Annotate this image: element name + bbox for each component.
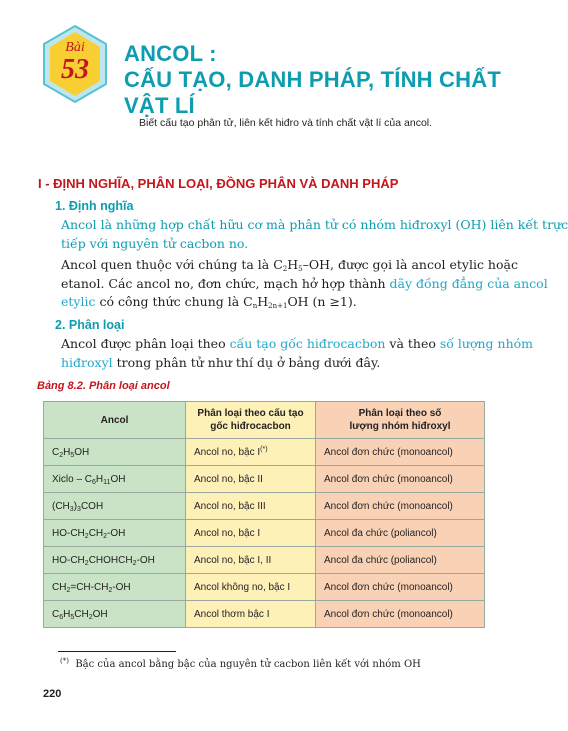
lesson-title-line1: ANCOL : — [124, 41, 217, 66]
page-number: 220 — [43, 688, 62, 700]
hydroxyl-count-term: số lượng nhóm — [439, 336, 534, 351]
hydroxyl-class: Ancol đơn chức (monoancol) — [316, 574, 485, 601]
header-structure: Phân loại theo cấu tạo gốc hiđrocacbon — [186, 402, 316, 439]
hydroxyl-class: Ancol đa chức (poliancol) — [316, 520, 485, 547]
hydroxyl-class: Ancol đơn chức (monoancol) — [316, 493, 485, 520]
classification-line-2: hiđroxyl trong phân tử như thí dụ ở bảng dưới đây. — [61, 354, 381, 370]
alcohol-classification-table — [43, 401, 485, 628]
ethanol-paragraph — [61, 256, 548, 312]
footnote — [60, 659, 421, 670]
table-row — [44, 466, 485, 493]
footnote-mark: (*) — [60, 657, 69, 665]
ethanol-line-1: Ancol quen thuộc với chúng ta là $C_2H_5-OH$, được gọi là ancol etylic hoặc — [61, 257, 518, 273]
hydroxyl-class: Ancol đơn chức (monoancol) — [316, 439, 485, 466]
alcohol-formula: $CH_2=CH-CH_2-OH$ — [44, 574, 186, 601]
table-row — [44, 601, 485, 628]
alcohol-formula: $(CH_3)_3COH$ — [44, 493, 186, 520]
ethanol-line-2: etanol. Các ancol no, đơn chức, mạch hở hợp thành dãy đồng đẳng của ancol — [61, 275, 548, 291]
structure-term: cấu tạo gốc hiđrocacbon — [229, 336, 386, 351]
lesson-badge-number: 53 — [61, 54, 89, 85]
definition-line-1: Ancol là những hợp chất hữu cơ mà phân tử có nhóm hiđroxyl (OH) liên kết trực — [61, 217, 568, 232]
footnote-divider — [58, 651, 176, 652]
structure-class: Ancol không no, bậc I — [186, 574, 316, 601]
hydroxyl-class: Ancol đơn chức (monoancol) — [316, 601, 485, 628]
table-row — [44, 547, 485, 574]
definition-heading: 1. Định nghĩa — [55, 199, 134, 213]
header-hydroxyl: Phân loại theo số lượng nhóm hiđroxyl — [316, 402, 485, 439]
table-row — [44, 520, 485, 547]
classification-paragraph — [61, 335, 534, 372]
classification-heading: 2. Phân loại — [55, 318, 125, 332]
alcohol-formula: Xiclo – $C_6H_{11}OH$ — [44, 466, 186, 493]
alcohol-formula: $HO-CH_2CH_2-OH$ — [44, 520, 186, 547]
alcohol-formula: $C_6H_5CH_2OH$ — [44, 601, 186, 628]
table-caption: Bảng 8.2. Phân loại ancol — [37, 380, 170, 392]
definition-line-2: tiếp với nguyên tử cacbon no. — [61, 235, 249, 251]
footnote-text: Bậc của ancol bằng bậc của nguyên tử cacbon liên kết với nhóm OH — [75, 659, 421, 670]
structure-class: Ancol no, bậc I, II — [186, 547, 316, 574]
classification-line-1: Ancol được phân loại theo cấu tạo gốc hiđrocacbon và theo số lượng nhóm — [61, 336, 534, 351]
lesson-title-line2: CẤU TẠO, DANH PHÁP, TÍNH CHẤT VẬT LÍ — [124, 67, 501, 118]
table-header-row — [44, 402, 485, 439]
table-row — [44, 493, 485, 520]
table-row — [44, 439, 485, 466]
lesson-objective: Biết cấu tạo phân tử, liên kết hiđro và tính chất vật lí của ancol. — [139, 117, 433, 129]
alcohol-formula: $HO-CH_2CHOHCH_2-OH$ — [44, 547, 186, 574]
structure-class: Ancol no, bậc II — [186, 466, 316, 493]
ethanol-line-3: etylic có công thức chung là $C_nH_{2n+1}OH$ (n ≥1). — [61, 294, 357, 310]
section-heading: I - ĐỊNH NGHĨA, PHÂN LOẠI, ĐỒNG PHÂN VÀ DANH PHÁP — [38, 176, 399, 191]
table-row — [44, 574, 485, 601]
definition-paragraph — [61, 216, 568, 253]
structure-class: Ancol no, bậc I — [186, 520, 316, 547]
hydroxyl-class: Ancol đơn chức (monoancol) — [316, 466, 485, 493]
homologous-series-term: dãy đồng đẳng của ancol — [389, 275, 548, 291]
structure-class: Ancol no, bậc III — [186, 493, 316, 520]
lesson-badge-word: Bài — [65, 40, 85, 55]
structure-class: Ancol thơm bậc I — [186, 601, 316, 628]
alcohol-formula: $C_2H_5OH$ — [44, 439, 186, 466]
structure-class: Ancol no, bậc I(*) — [186, 439, 316, 466]
header-alcohol: Ancol — [44, 402, 186, 439]
hydroxyl-class: Ancol đa chức (poliancol) — [316, 547, 485, 574]
